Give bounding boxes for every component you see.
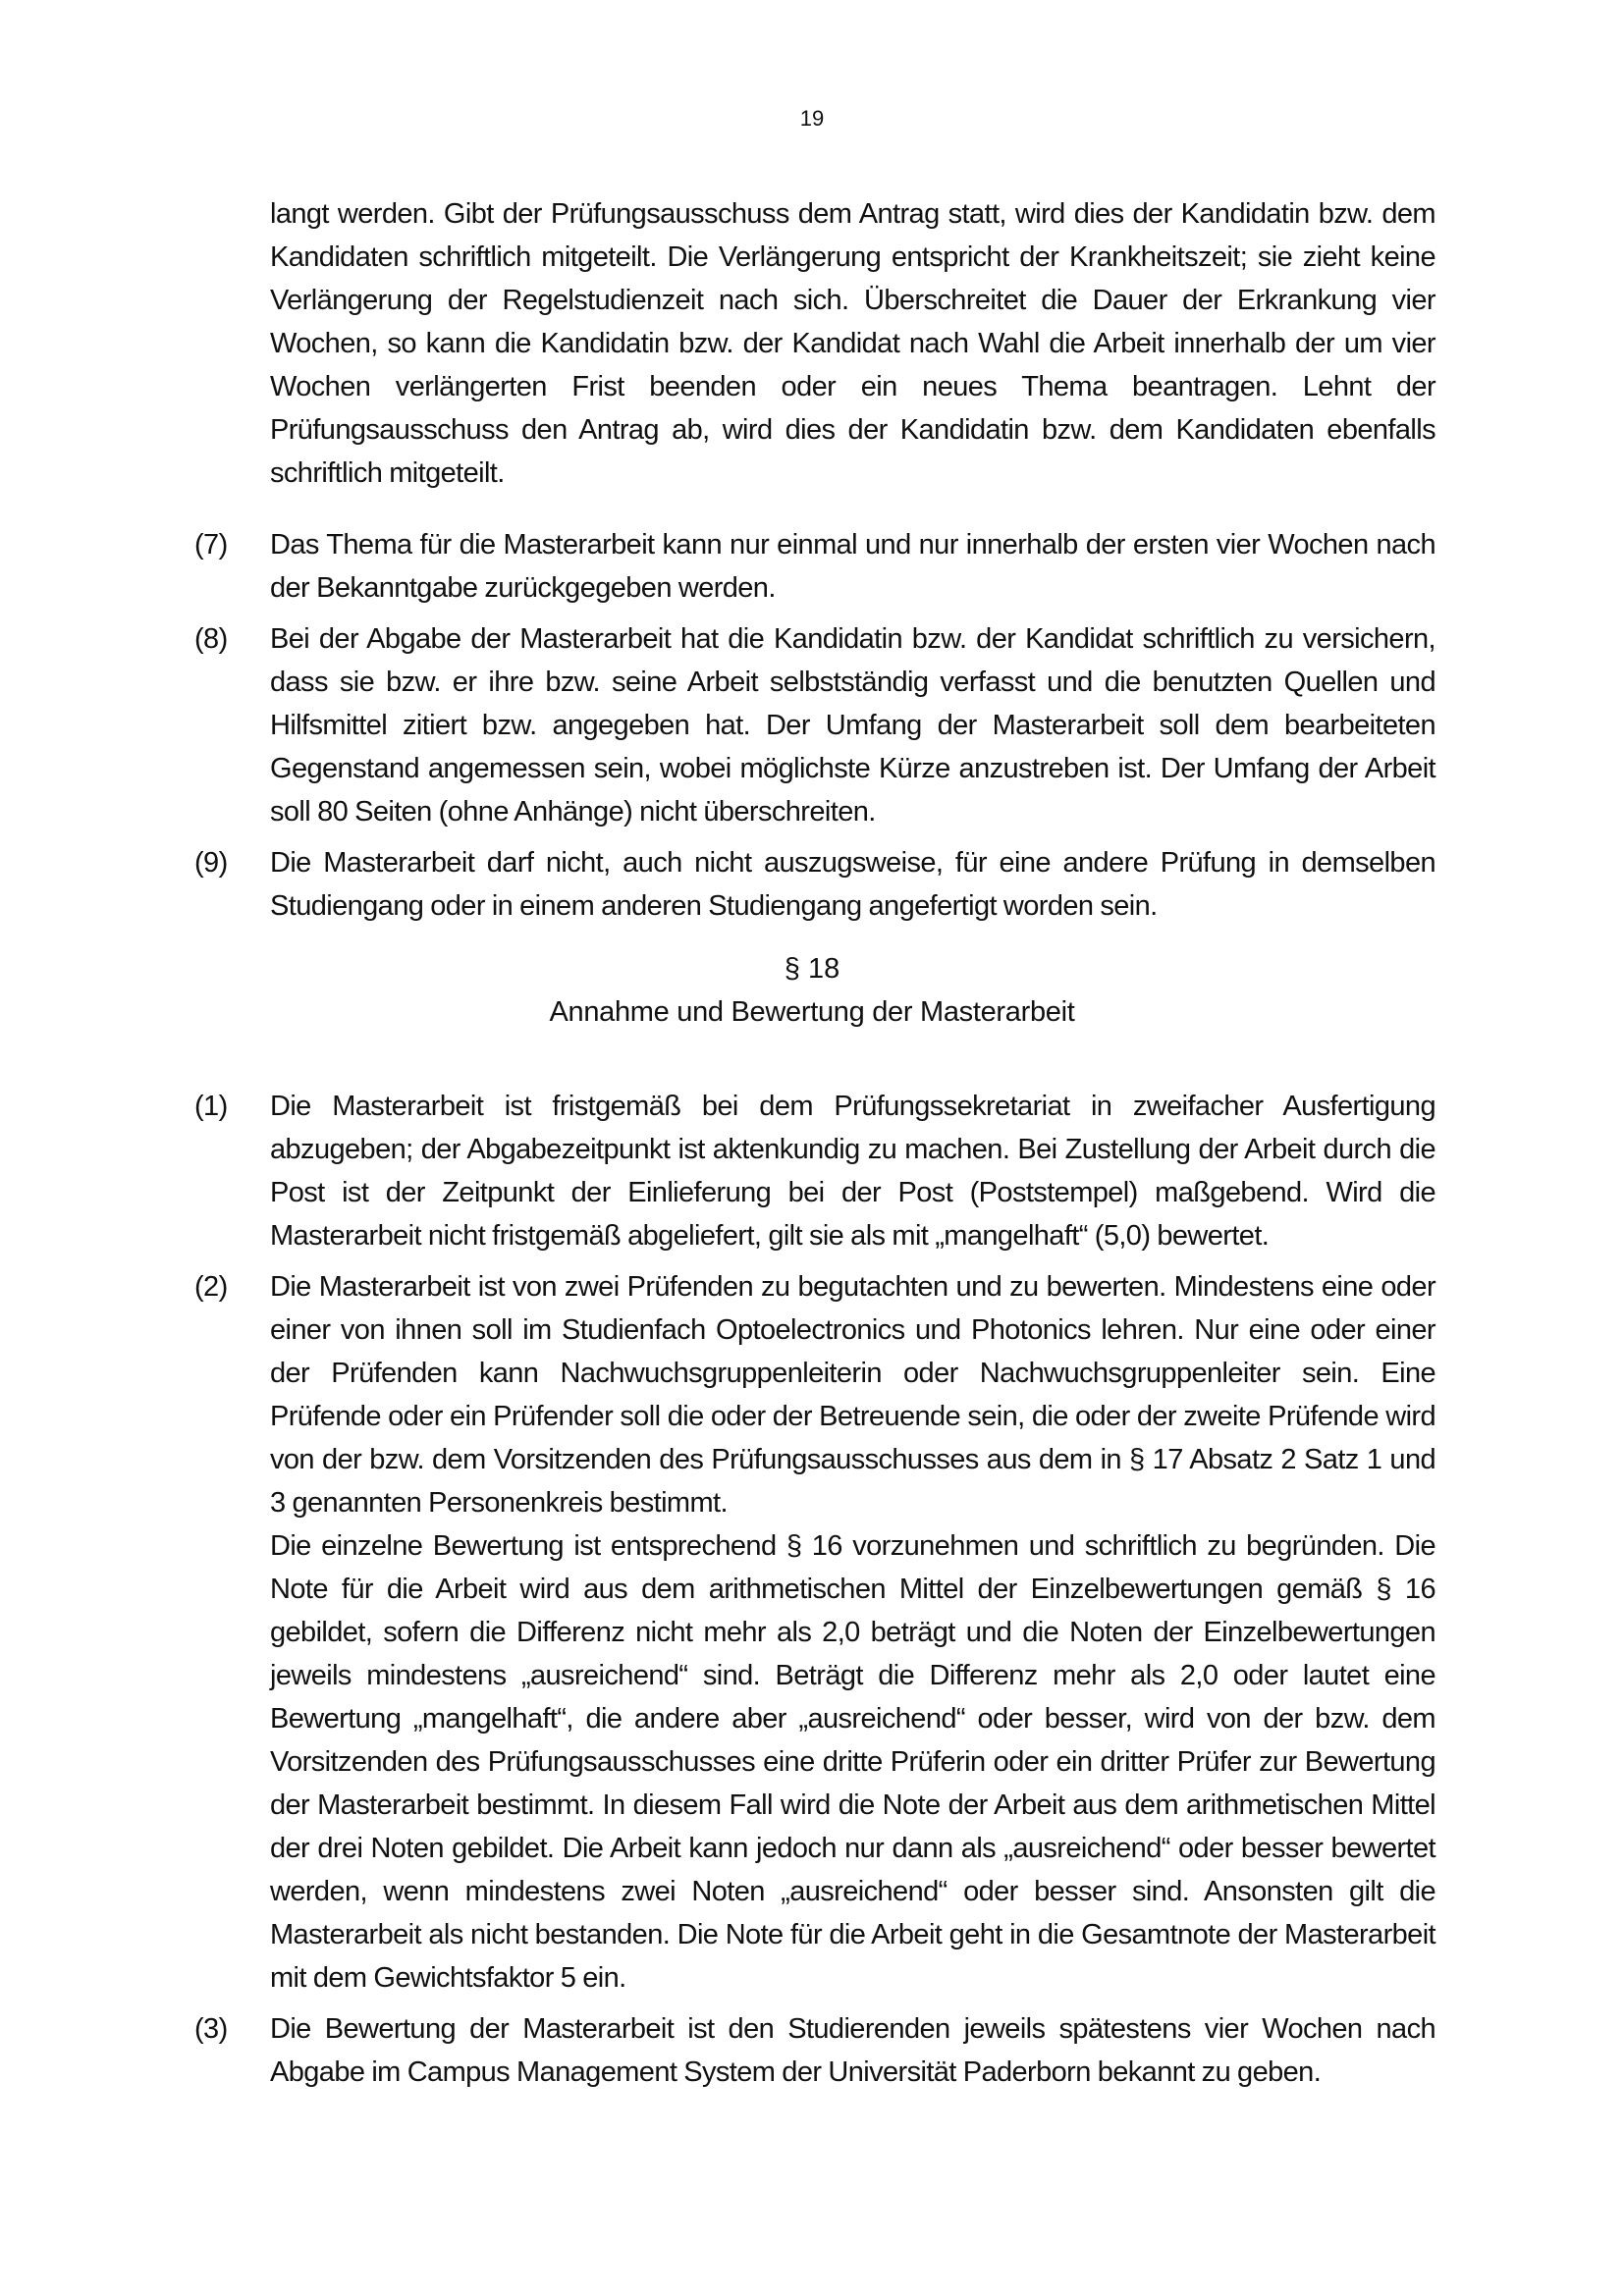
page-number: 19: [799, 106, 825, 131]
paragraph-text: Die Masterarbeit ist fristgemäß bei dem Prüfungssekretariat in zweifacher Ausfertigung abzugeben; der Abgabezeitpunkt ist aktenkundig zu machen. Bei Zustellung der Arbeit durch die Post ist der Zeitpunkt der Einlieferung bei der Post (Poststempel) maßgebend. Wird die Masterarbeit nicht fristgemäß abgeliefert, gilt sie als mit „mangelhaft“ (5,0) bewertet.: [270, 1091, 1435, 1252]
paragraph-text: Bei der Abgabe der Masterarbeit hat die Kandidatin bzw. der Kandidat schriftlich zu versichern, dass sie bzw. er ihre bzw. seine Arbeit selbstständig verfasst und die benutzten Quellen und Hilfsmittel zitiert bzw. angegeben hat. Der Umfang der Masterarbeit soll dem bearbeiteten Gegenstand angemessen sein, wobei möglichste Kürze anzustreben ist. Der Umfang der Arbeit soll 80 Seiten (ohne Anhänge) nicht überschreiten.: [270, 623, 1435, 828]
paragraph-number: (8): [194, 623, 228, 655]
paragraph-18-1: [194, 1085, 1435, 1257]
paragraph-number: (9): [194, 847, 228, 879]
paragraph-text: Das Thema für die Masterarbeit kann nur einmal und nur innerhalb der ersten vier Wochen nach der Bekanntgabe zurückgegeben werden.: [270, 529, 1435, 604]
paragraph-text: Die Bewertung der Masterarbeit ist den Studierenden jeweils spätestens vier Wochen nach Abgabe im Campus Management System der Universität Paderborn bekannt zu geben.: [270, 2013, 1435, 2088]
paragraph-8: [194, 617, 1435, 833]
paragraph-7: [194, 523, 1435, 610]
paragraph-number: (3): [194, 2013, 228, 2045]
section-number: § 18: [784, 953, 840, 985]
section-18-body: [0, 1085, 1624, 2094]
paragraph-number: (1): [194, 1091, 228, 1122]
paragraph-number: (2): [194, 1271, 228, 1303]
section-title: Annahme und Bewertung der Masterarbeit: [549, 996, 1075, 1028]
paragraph-number: (7): [194, 529, 228, 561]
section-heading: [0, 947, 1624, 1034]
section-17-continued: [0, 192, 1624, 928]
paragraph-text: Die Masterarbeit darf nicht, auch nicht auszugsweise, für eine andere Prüfung in demselben Studiengang oder in einem anderen Studiengang angefertigt worden sein.: [270, 847, 1435, 922]
paragraph-text-continued: Die einzelne Bewertung ist entsprechend § 16 vorzunehmen und schriftlich zu begründen. Die Note für die Arbeit wird aus dem arithmetischen Mittel der Einzelbewertungen gemäß § 16 gebildet, sofern die Differenz nicht mehr als 2,0 beträgt und die Noten der Einzelbewertungen jeweils mindestens „ausreichend“ sind. Beträgt die Differenz mehr als 2,0 oder lautet eine Bewertung „mangelhaft“, die andere aber „ausreichend“ oder besser, wird von der bzw. dem Vorsitzenden des Prüfungsausschusses eine dritte Prüferin oder ein dritter Prüfer zur Bewertung der Masterarbeit bestimmt. In diesem Fall wird die Note der Arbeit aus dem arithmetischen Mittel der drei Noten gebildet. Die Arbeit kann jedoch nur dann als „ausreichend“ oder besser bewertet werden, wenn mindestens zwei Noten „ausreichend“ oder besser sind. Ansonsten gilt die Masterarbeit als nicht bestanden. Die Note für die Arbeit geht in die Gesamtnote der Masterarbeit mit dem Gewichtsfaktor 5 ein.: [270, 1530, 1435, 1994]
paragraph-6-continuation: langt werden. Gibt der Prüfungsausschuss dem Antrag statt, wird dies der Kandidatin bzw. dem Kandidaten schriftlich mitgeteilt. Die Verlängerung entspricht der Krankheitszeit; sie zieht keine Verlängerung der Regelstudienzeit nach sich. Überschreitet die Dauer der Erkrankung vier Wochen, so kann die Kandidatin bzw. der Kandidat nach Wahl die Arbeit innerhalb der um vier Wochen verlängerten Frist beenden oder ein neues Thema beantragen. Lehnt der Prüfungsausschuss den Antrag ab, wird dies der Kandidatin bzw. dem Kandidaten ebenfalls schriftlich mitgeteilt.: [270, 198, 1435, 489]
paragraph-18-2: [194, 1265, 1435, 2000]
paragraph-18-3: [194, 2007, 1435, 2094]
paragraph-text: Die Masterarbeit ist von zwei Prüfenden zu begutachten und zu bewerten. Mindestens eine oder einer von ihnen soll im Studienfach Optoelectronics und Photonics lehren. Nur eine oder einer der Prüfenden kann Nachwuchsgruppenleiterin oder Nachwuchsgruppenleiter sein. Eine Prüfende oder ein Prüfender soll die oder der Betreuende sein, die oder der zweite Prüfende wird von der bzw. dem Vorsitzenden des Prüfungsausschusses aus dem in § 17 Absatz 2 Satz 1 und 3 genannten Personenkreis bestimmt.: [270, 1271, 1435, 1519]
paragraph-9: [194, 841, 1435, 928]
